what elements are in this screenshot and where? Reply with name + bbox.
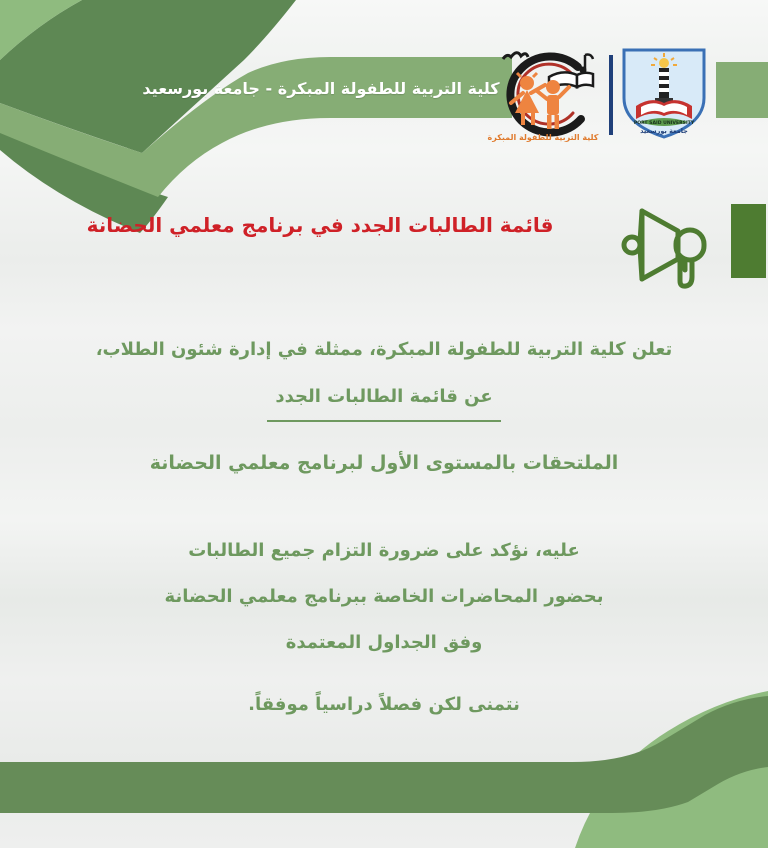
body-line-1: عليه، نؤكد على ضرورة التزام جميع الطالبات [188,540,580,561]
music-note-head [580,67,587,74]
bottom-decoration [0,683,768,848]
faculty-children-logo [481,47,605,145]
logo-divider [609,55,613,135]
intro-line-1: تعلن كلية التربية للطفولة المبكرة، ممثلة في إدارة شئون الطلاب، [95,339,673,360]
intro-paragraph [0,326,768,422]
header-bar-title: كلية التربية للطفولة المبكرة - جامعة بورسعيد [142,78,500,98]
port-said-university-shield [620,46,708,140]
intro-line-2-underlined: عن قائمة الطالبات الجدد [267,380,500,422]
logo-book-right [577,73,593,87]
announcement-title: قائمة الطالبات الجدد في برنامج معلمي الحضانة [86,213,554,237]
logo-spray [503,53,528,59]
intro-line-2 [0,373,768,422]
bottom-dark-band [0,696,768,813]
body-paragraph [0,528,768,666]
closing-line: نتمنى لكن فصلاً دراسياً موفقاً. [248,694,520,715]
top-left-decoration [0,0,540,235]
university-banner-text: PORT SAID UNIVERSITY [633,121,695,126]
faculty-logo-caption: كلية التربية للطفولة المبكرة [487,133,599,142]
header-bar-right-segment [716,62,768,118]
subject-line: الملتحقات بالمستوى الأول لبرنامج معلمي الحضانة [149,452,619,474]
body-line-3: وفق الجداول المعتمدة [285,632,483,653]
music-note-icon [585,55,593,70]
university-logo-caption: جامعة بورسعيد [640,127,688,135]
body-line-2: بحضور المحاضرات الخاصة ببرنامج معلمي الحضانة [164,586,604,607]
title-row-accent-tab [731,204,766,278]
megaphone-icon [620,197,710,289]
